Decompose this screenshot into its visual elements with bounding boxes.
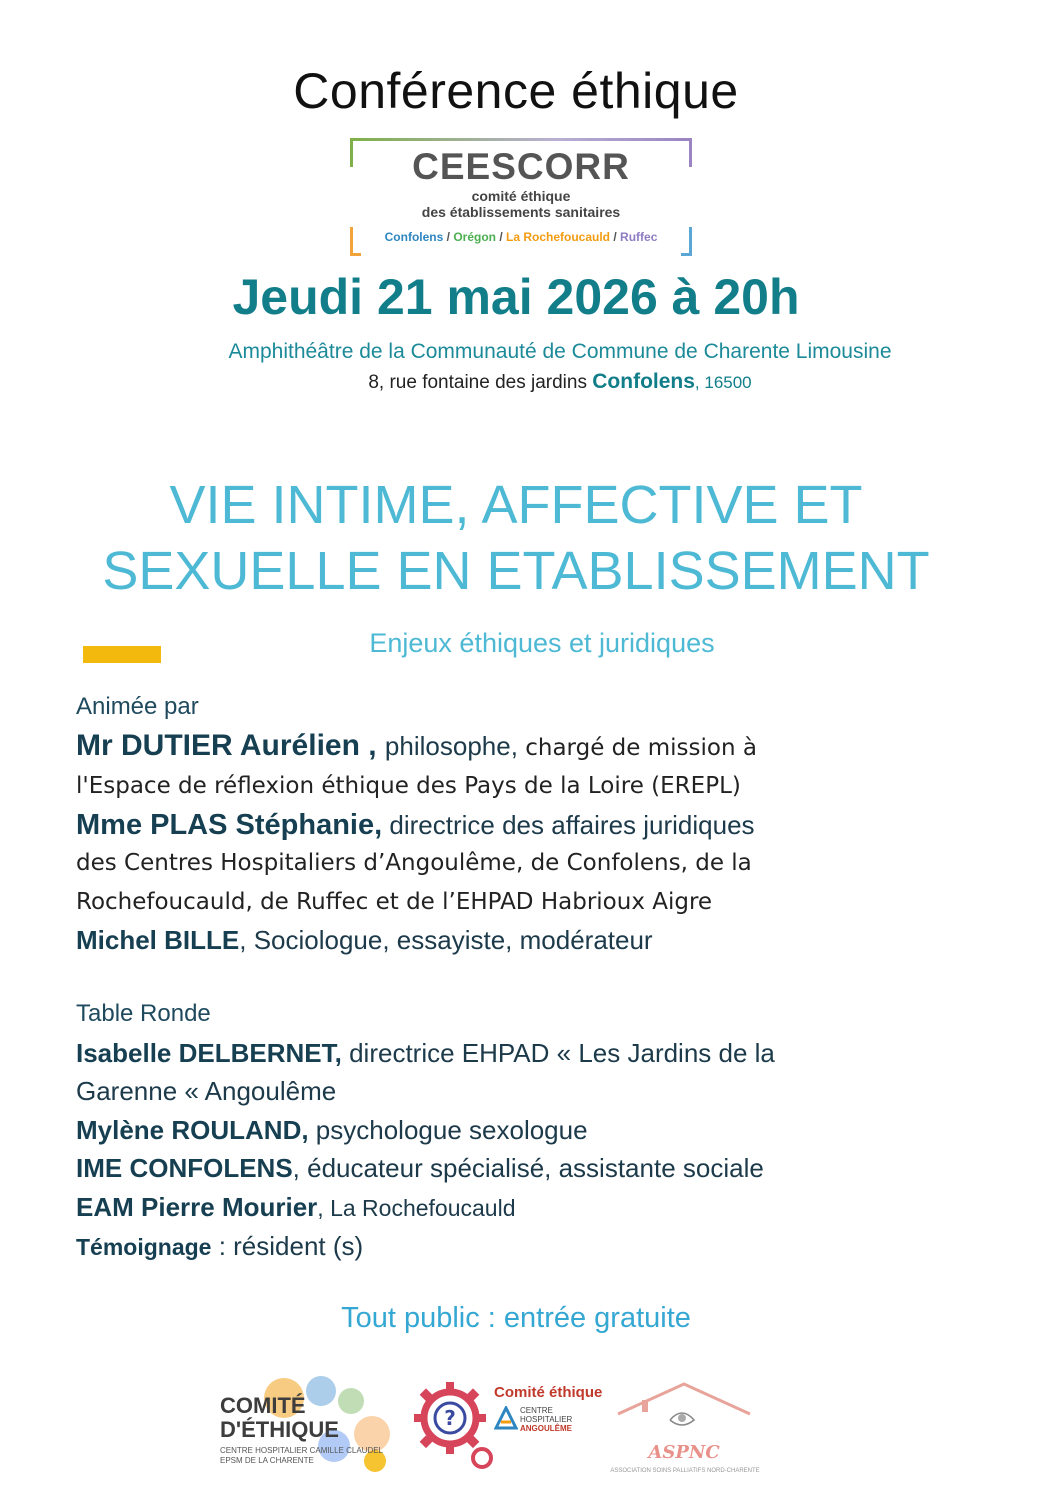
speaker-role: l'Espace de réflexion éthique des Pays de la Loire (EREPL) <box>76 773 741 799</box>
participant-name: EAM Pierre Mourier <box>76 1191 318 1222</box>
ch-subtitle-line: CENTRE <box>520 1406 553 1415</box>
town-la-rochefoucauld: La Rochefoucauld <box>506 230 611 244</box>
comite-ethique-logo <box>214 1374 394 1474</box>
page-title: Conférence éthique <box>293 63 739 119</box>
participant-name: IME CONFOLENS <box>76 1153 293 1183</box>
comite-title <box>220 1394 339 1442</box>
participant-entry <box>76 1149 976 1188</box>
ch-subtitle-line: ANGOULÊME <box>520 1424 572 1433</box>
town-separator: / <box>495 230 506 244</box>
round-table-section <box>76 995 976 1267</box>
speaker-name: Mme PLAS Stéphanie, <box>76 808 383 841</box>
comite-subtitle <box>220 1446 383 1466</box>
participant-role: Garenne « Angoulême <box>76 1076 337 1106</box>
aspnc-name: ASPNC <box>648 1442 720 1463</box>
house-icon <box>614 1380 754 1444</box>
address-city: Confolens <box>592 370 695 393</box>
logo-subtitle: des établissements sanitaires <box>421 204 621 220</box>
speaker-entry <box>76 727 976 768</box>
comite-title-line: COMITÉ <box>220 1393 306 1418</box>
speaker-entry <box>76 806 976 845</box>
speaker-role: directrice des affaires juridiques <box>382 809 755 840</box>
gear-icon <box>410 1376 500 1472</box>
event-venue: Amphithéâtre de la Communauté de Commune de Charente Limousine <box>228 340 892 363</box>
participant-name: Témoignage <box>76 1234 212 1260</box>
participant-role: , La Rochefoucauld <box>317 1194 516 1221</box>
ceescorr-logo <box>350 136 692 258</box>
logo-subtitle: comité éthique <box>471 188 571 204</box>
logo-acronym: CEESCORR <box>412 146 630 187</box>
speaker-role: chargé de mission à <box>517 734 757 761</box>
topic-title-line: VIE INTIME, AFFECTIVE ET <box>169 475 863 535</box>
section-label: Animée par <box>76 693 199 720</box>
speaker-entry <box>76 921 976 960</box>
logo-top-line <box>354 138 688 141</box>
participant-role: psychologue sexologue <box>308 1114 588 1145</box>
speaker-role: philosophe, <box>384 730 518 761</box>
animated-by-section <box>76 688 976 960</box>
speaker-role: , Sociologue, essayiste, modérateur <box>239 925 653 955</box>
town-separator: / <box>610 230 621 244</box>
participant-role: directrice EHPAD « Les Jardins de la <box>341 1037 775 1068</box>
participant-entry <box>76 1034 976 1073</box>
speaker-role: des Centres Hospitaliers d’Angoulême, de Confolens, de la <box>76 850 752 876</box>
topic-subtitle: Enjeux éthiques et juridiques <box>369 628 715 658</box>
accent-bar <box>83 646 161 663</box>
participant-entry <box>76 1111 976 1150</box>
topic-title <box>60 472 972 604</box>
comite-subtitle-line: EPSM DE LA CHARENTE <box>220 1456 314 1465</box>
event-address <box>160 370 960 394</box>
participant-role: : résident (s) <box>211 1231 364 1261</box>
ch-title: Comité éthique <box>494 1384 603 1401</box>
speaker-role: Rochefoucauld, de Ruffec et de l’EHPAD Habrioux Aigre <box>76 888 713 915</box>
participant-role: , éducateur spécialisé, assistante sociale <box>292 1153 764 1183</box>
comite-title-line: D'ÉTHIQUE <box>220 1417 339 1442</box>
ch-angouleme-logo <box>410 1374 606 1474</box>
aspnc-tagline: ASSOCIATION SOINS PALLIATIFS NORD-CHARENTE <box>610 1468 760 1474</box>
address-zip: , 16500 <box>694 373 752 392</box>
address-street: 8, rue fontaine des jardins <box>368 372 593 393</box>
section-label: Table Ronde <box>76 1000 211 1027</box>
logo-dot <box>338 1388 364 1414</box>
town-ruffec: Ruffec <box>620 230 658 244</box>
event-date: Jeudi 21 mai 2026 à 20h <box>232 269 800 325</box>
comite-subtitle-line: CENTRE HOSPITALIER CAMILLE CLAUDEL <box>220 1446 384 1455</box>
participant-name: Isabelle DELBERNET, <box>76 1037 342 1068</box>
town-oregon: Orégon <box>453 230 496 244</box>
topic-title-line: SEXUELLE EN ETABLISSEMENT <box>102 541 930 601</box>
speaker-name: Michel BILLE <box>76 925 240 955</box>
svg-text:?: ? <box>444 1406 456 1430</box>
town-confolens: Confolens <box>384 230 444 244</box>
admission-note: Tout public : entrée gratuite <box>341 1302 691 1334</box>
ch-subtitle <box>520 1406 572 1433</box>
speaker-name: Mr DUTIER Aurélien , <box>76 728 385 762</box>
town-separator: / <box>443 230 454 244</box>
logo-towns <box>350 230 692 244</box>
participant-entry <box>76 1227 976 1267</box>
participant-name: Mylène ROULAND, <box>76 1114 309 1145</box>
ch-subtitle-line: HOSPITALIER <box>520 1415 573 1424</box>
aspnc-logo <box>608 1380 776 1480</box>
hospital-a-icon <box>494 1406 518 1430</box>
participant-entry <box>76 1188 976 1228</box>
